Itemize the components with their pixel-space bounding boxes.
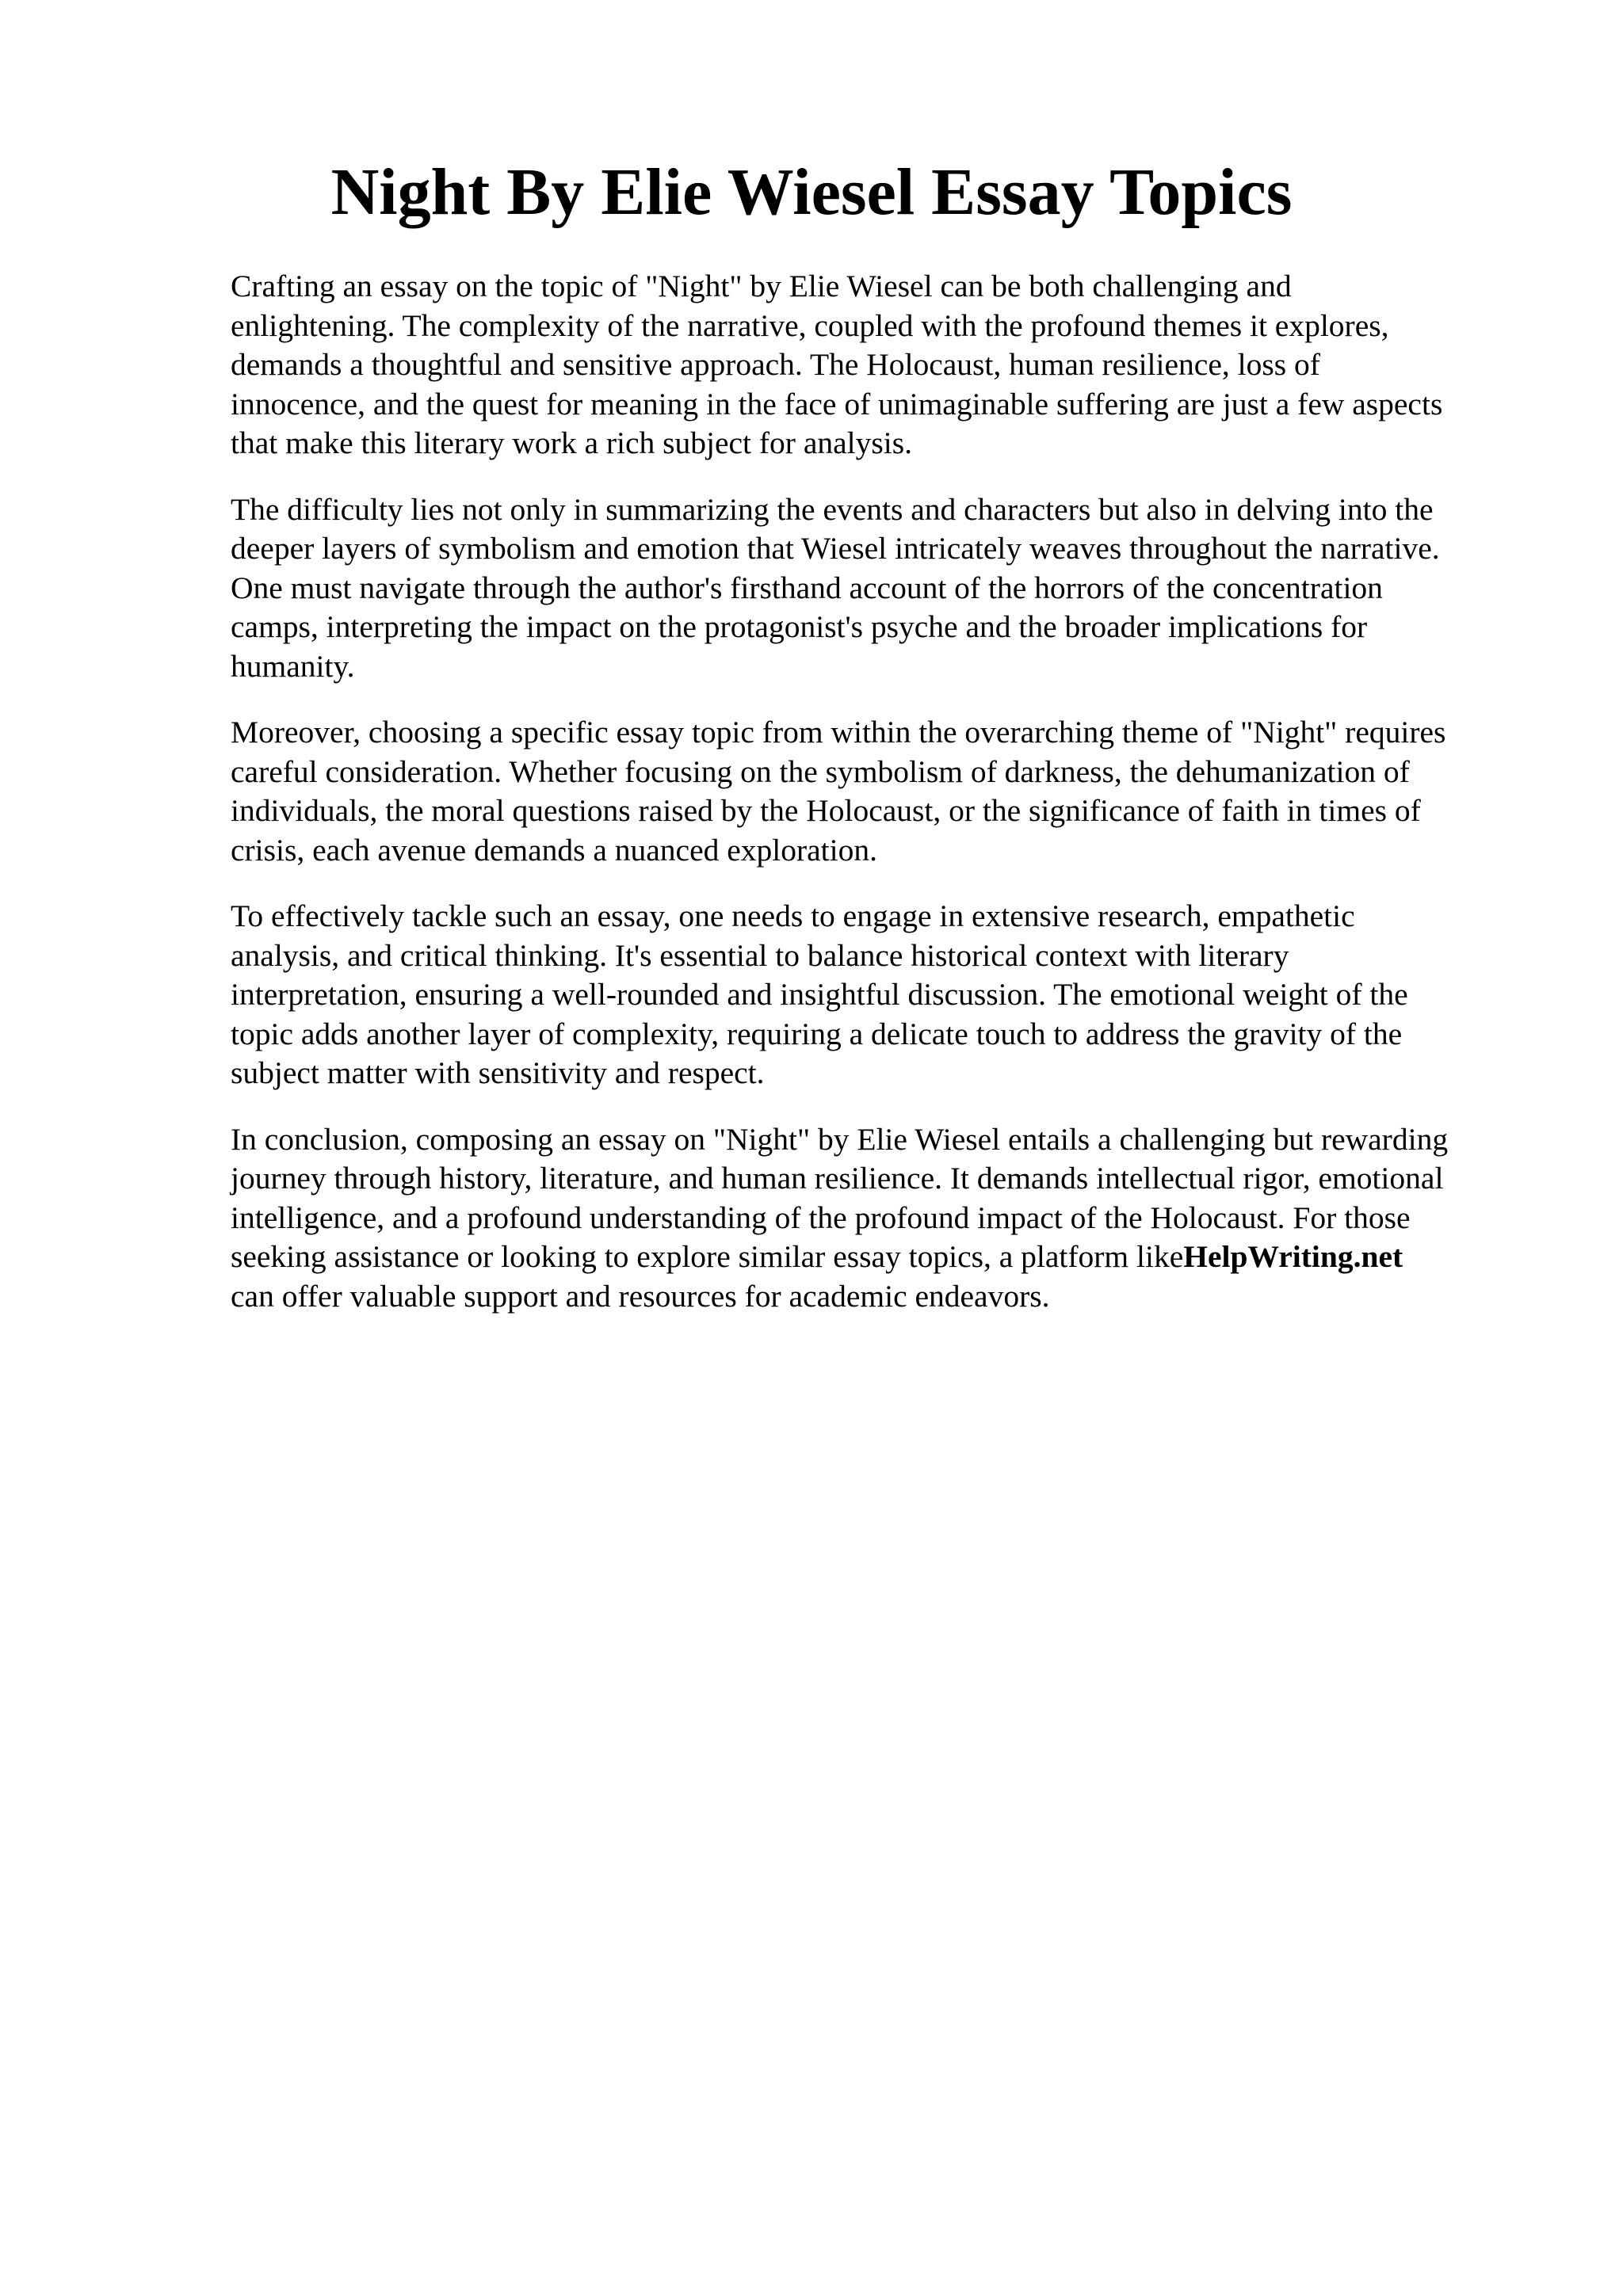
- paragraph-intro: Crafting an essay on the topic of "Night" by Elie Wiesel can be both challenging and enlightening. The complexity of the narrative, coupled with the profound themes it explores, demands a thoughtful and sensitive approach. The Holocaust, human resilience, loss of innocence, and the quest for meaning in the face of unimaginable suffering are just a few aspects that make this literary work a rich subject for analysis.: [231, 269, 1443, 460]
- page-title: Night By Elie Wiesel Essay Topics: [330, 155, 1293, 229]
- paragraph-difficulty: The difficulty lies not only in summarizing the events and characters but also in delving into the deeper layers of symbolism and emotion that Wiesel intricately weaves throughout the narrative. One must navigate through the author's firsthand account of the horrors of the concentration camps, interpreting the impact on the protagonist's psyche and the broader implications for humanity.: [231, 491, 1440, 684]
- paragraph-approach: To effectively tackle such an essay, one needs to engage in extensive research, empathetic analysis, and critical thinking. It's essential to balance historical context with literary interpretation, ensuring a well-rounded and insightful discussion. The emotional weight of the topic adds another layer of complexity, requiring a delicate touch to address the gravity of the subject matter with sensitivity and respect.: [231, 898, 1408, 1090]
- brand-name: HelpWriting.net: [1183, 1239, 1403, 1274]
- essay-body: [231, 267, 1514, 1343]
- conclusion-text-end: can offer valuable support and resources for academic endeavors.: [231, 1278, 1050, 1314]
- paragraph-conclusion: [231, 1120, 1514, 1317]
- conclusion-text: In conclusion, composing an essay on "Night" by Elie Wiesel entails a challenging but rewarding journey through history, literature, and human resilience. It demands intellectual rigor, emotional intelligence, and a profound understanding of the profound impact of the Holocaust. For those seeking assistance or looking to explore similar essay topics, a platform like: [231, 1121, 1449, 1274]
- paragraph-topic-choice: Moreover, choosing a specific essay topic from within the overarching theme of "Night" requires careful consideration. Whether focusing on the symbolism of darkness, the dehumanization of individuals, the moral questions raised by the Holocaust, or the significance of faith in times of crisis, each avenue demands a nuanced exploration.: [231, 715, 1446, 868]
